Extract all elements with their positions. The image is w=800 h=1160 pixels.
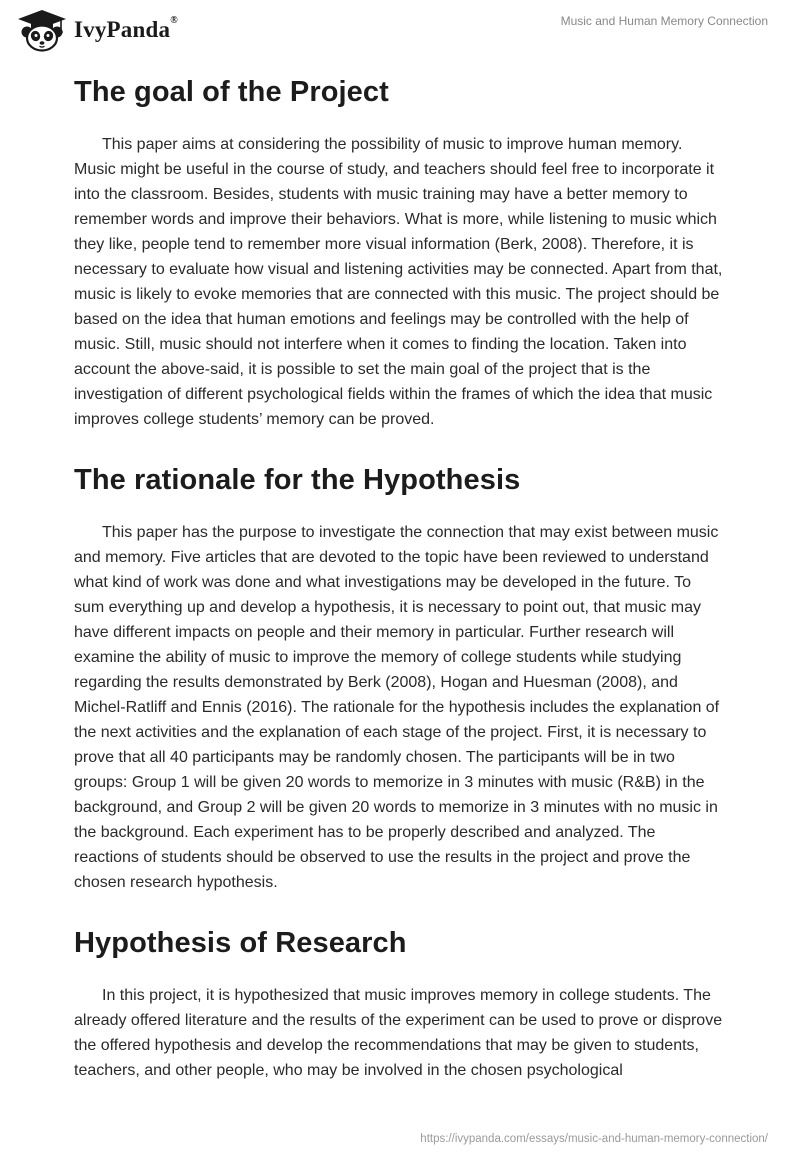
source-url-link[interactable]: https://ivypanda.com/essays/music-and-human-memory-connection/ — [420, 1133, 768, 1145]
section-paragraph-hypothesis: In this project, it is hypothesized that music improves memory in college students. The already offered literature and the results of the experiment can be used to prove or disprove the offered hypothesis and develop the recommendations that may be given to students, teachers, and other people, who may be involved in the chosen psychological — [74, 987, 723, 1079]
section-heading-rationale: The rationale for the Hypothesis — [74, 464, 521, 496]
section-heading-goal: The goal of the Project — [74, 76, 389, 108]
brand-name: IvyPanda® — [74, 15, 178, 42]
section-heading-hypothesis: Hypothesis of Research — [74, 927, 407, 959]
ivypanda-logo[interactable] — [16, 8, 178, 52]
section-paragraph-rationale: This paper has the purpose to investigate the connection that may exist between music and memory. Five articles that are devoted to the topic have been reviewed to understand what kind of work was done and what investigations may be developed in the future. To sum everything up and develop a hypothesis, it is necessary to point out, that music may have different impacts on people and their memory in particular. Further research will examine the ability of music to improve the memory of college students while studying regarding the results demonstrated by Berk (2008), Hogan and Huesman (2008), and Michel-Ratliff and Ennis (2016). The rationale for the hypothesis includes the explanation of the next activities and the explanation of each stage of the project. First, it is necessary to prove that all 40 participants may be randomly chosen. The participants will be in two groups: Group 1 will be given 20 words to memorize in 3 minutes with music (R&B) in the background, and Group 2 will be given 20 words to memorize in 3 minutes with no music in the background. Each experiment has to be properly described and analyzed. The reactions of students should be observed to use the results in the project and prove the chosen research hypothesis. — [74, 524, 720, 891]
document-body — [74, 66, 724, 1083]
page-header — [0, 0, 800, 60]
section-paragraph-goal: This paper aims at considering the possibility of music to improve human memory. Music might be useful in the course of study, and teachers should feel free to incorporate it into the classroom. Besides, students with music training may have a better memory to remember words and improve their behaviors. What is more, while listening to music which they like, people tend to remember more visual information (Berk, 2008). Therefore, it is necessary to evaluate how visual and listening activities may be connected. Apart from that, music is likely to evoke memories that are connected with this music. The project should be based on the idea that human emotions and feelings may be controlled with the help of music. Still, music should not interfere when it comes to finding the location. Taken into account the above-said, it is possible to set the main goal of the project that is the investigation of different psychological fields within the frames of which the idea that music improves college students’ memory can be proved. — [74, 136, 723, 428]
panda-graduation-cap-icon — [16, 8, 68, 52]
document-title: Music and Human Memory Connection — [560, 14, 768, 28]
